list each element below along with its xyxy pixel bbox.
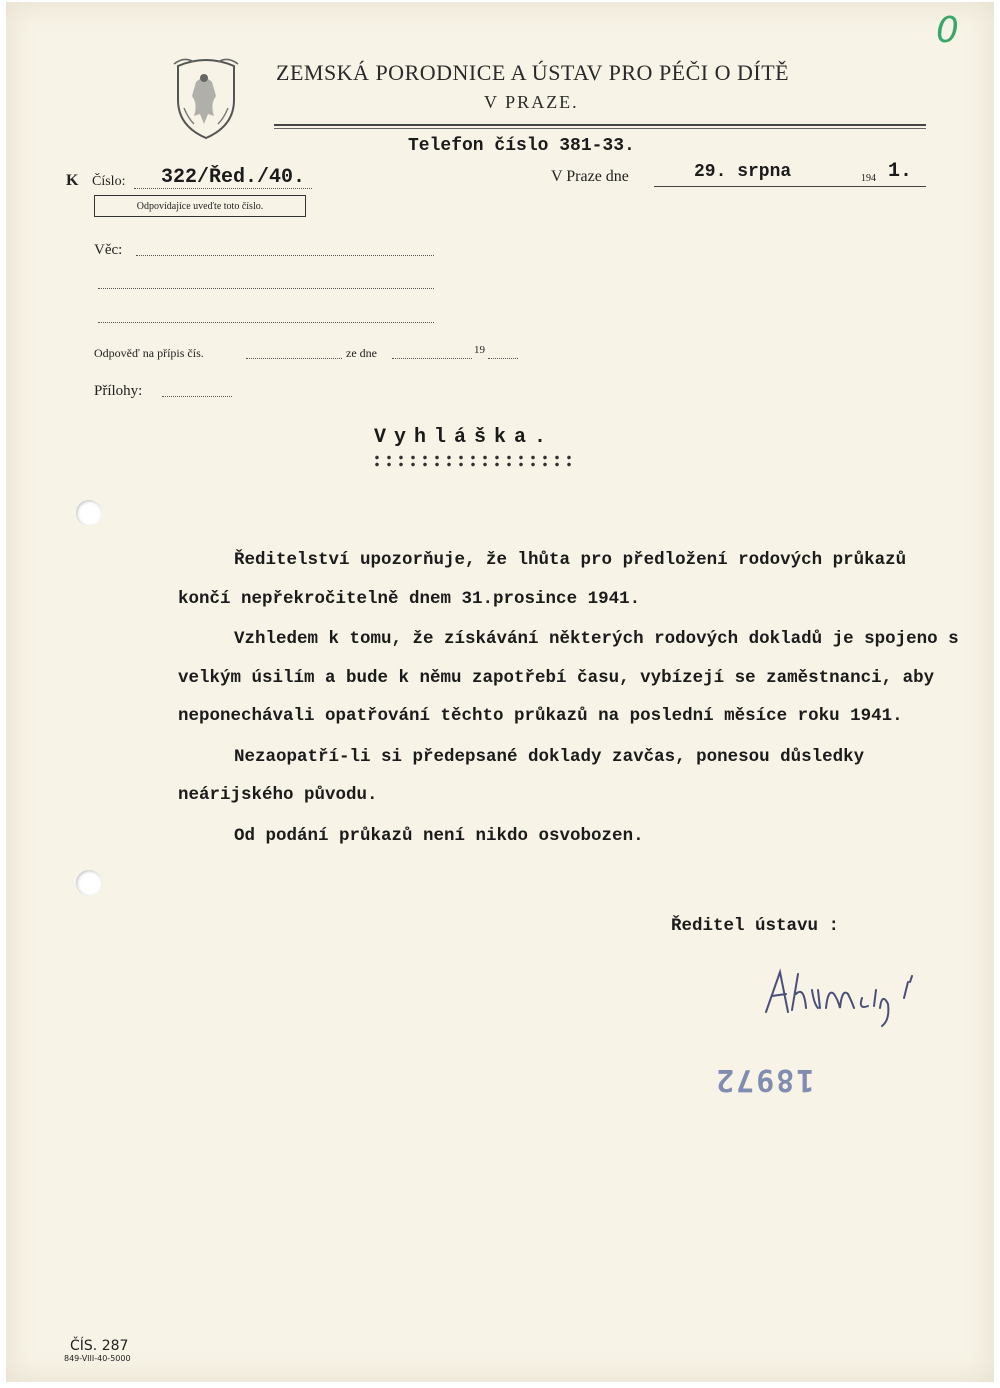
notice-paragraph: Od podání průkazů není nikdo osvobozen. xyxy=(234,825,644,846)
from-date-line xyxy=(392,358,472,359)
print-code: 849-VIII-40-5000 xyxy=(64,1354,131,1363)
institution-name: ZEMSKÁ PORODNICE A ÚSTAV PRO PÉČI O DÍTĚ xyxy=(276,60,790,85)
date-year-suffix: 1. xyxy=(888,160,913,183)
date-line xyxy=(654,186,926,187)
attachments-line xyxy=(162,396,232,397)
subject-line-2 xyxy=(98,288,434,289)
reference-number-label: Číslo: xyxy=(92,174,126,189)
attachments-label: Přílohy: xyxy=(94,383,143,399)
reply-to-line xyxy=(246,358,342,359)
registry-stamp: 18972 xyxy=(714,1062,815,1097)
institution-city: V PRAZE. xyxy=(484,92,579,112)
from-date-label: ze dne xyxy=(346,346,377,360)
notice-paragraph: Ředitelství upozorňuje, že lhůta pro předložení rodových průkazů končí nepřekročitelně dnem 31.prosince 1941. xyxy=(178,550,907,609)
reference-prefix: K xyxy=(66,172,79,189)
date-value: 29. srpna xyxy=(694,162,792,182)
reply-note-box xyxy=(94,195,306,217)
reply-note-text: Odpovídajíce uveďte toto číslo. xyxy=(136,200,264,212)
corner-mark: 0 xyxy=(936,10,959,51)
date-year-printed: 194 xyxy=(861,173,876,184)
punch-hole-top xyxy=(76,500,102,526)
footer-number: ČÍS. 287 xyxy=(70,1338,129,1354)
title-underline xyxy=(371,454,577,468)
date-label: V Praze dne xyxy=(551,168,629,185)
notice-body xyxy=(178,541,968,855)
telephone-number: Telefon číslo 381-33. xyxy=(408,136,635,156)
header-rule-thin xyxy=(274,128,926,129)
coat-of-arms-icon xyxy=(164,52,248,142)
punch-hole-bottom xyxy=(76,870,102,896)
header-rule xyxy=(274,124,926,126)
handwritten-signature xyxy=(758,960,948,1030)
from-date-year: 19 xyxy=(474,344,485,356)
from-date-year-line xyxy=(488,358,518,359)
notice-title: Vyhláška. xyxy=(374,426,555,449)
document-page xyxy=(6,2,994,1382)
reply-to-label: Odpověď na přípis čís. xyxy=(94,346,204,360)
reference-number-value: 322/Řed./40. xyxy=(161,166,306,189)
subject-label: Věc: xyxy=(94,242,123,258)
notice-paragraph: Vzhledem k tomu, že získávání některých rodových dokladů je spojeno s velkým úsilím a bude k němu zapotřebí času, vybízejí se zaměstnanci, aby neponechávali opatřování těchto průkazů na poslední měsíce roku 1941. xyxy=(178,629,959,726)
subject-line-3 xyxy=(98,322,434,323)
notice-paragraph: Nezaopatří-li si předepsané doklady zavčas, ponesou důsledky neárijského původu. xyxy=(178,746,865,805)
signatory-title: Ředitel ústavu : xyxy=(671,916,840,936)
subject-line-1 xyxy=(136,255,434,256)
